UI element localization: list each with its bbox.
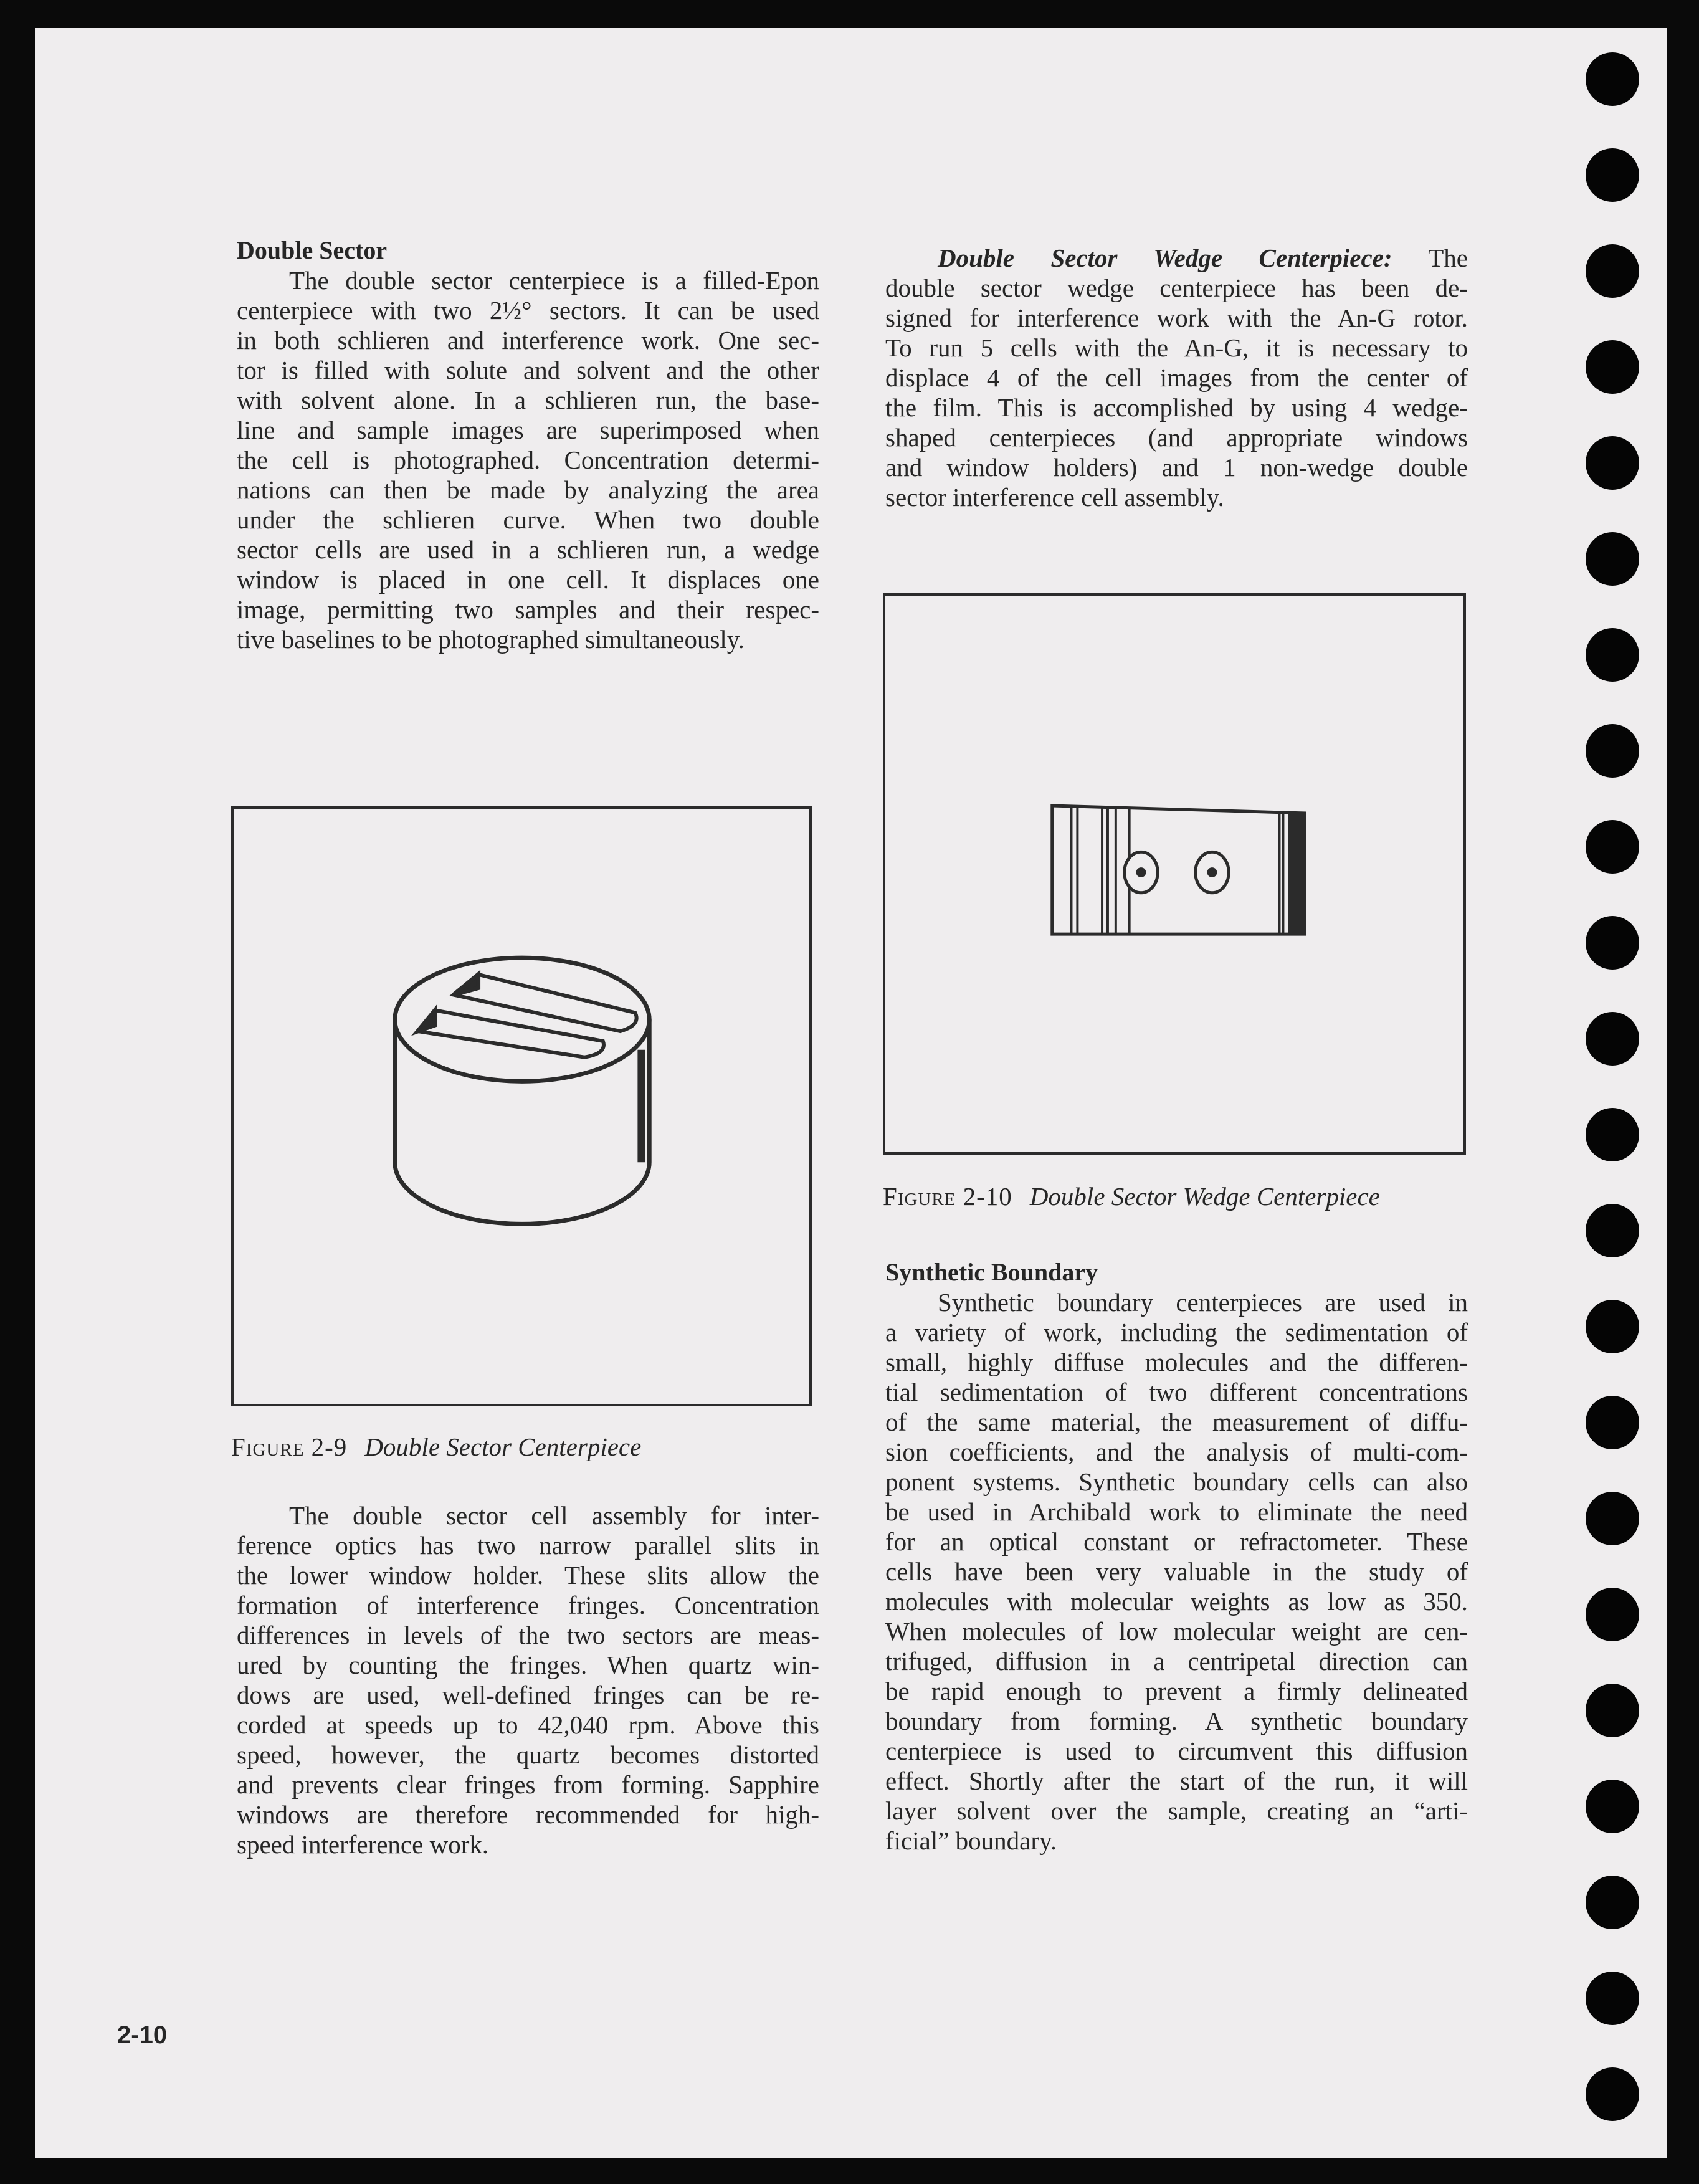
text-line [885, 1586, 1468, 1616]
paragraph-synthetic-boundary [885, 1287, 1468, 1856]
text-line-content: the lower window holder. These slits allow the [237, 1561, 819, 1590]
text-line-content: be rapid enough to prevent a firmly delineated [885, 1677, 1468, 1705]
text-line-content: with solvent alone. In a schlieren run, the base- [237, 386, 819, 414]
text-line [237, 535, 819, 565]
text-line [885, 363, 1468, 393]
binder-hole [1586, 1684, 1639, 1737]
text-line-content: window is placed in one cell. It displaces one [237, 565, 819, 594]
text-line [885, 1796, 1468, 1826]
text-line [237, 1650, 819, 1680]
text-line-content: sector cells are used in a schlieren run, a wedge [237, 535, 819, 564]
text-line-content: and prevents clear fringes from forming. Sapphire [237, 1770, 819, 1799]
text-line [237, 1800, 819, 1829]
text-line-content: tive baselines to be photographed simultaneously. [237, 625, 745, 654]
text-line [885, 1527, 1468, 1557]
binder-hole [1586, 532, 1639, 586]
text-line-content: double sector wedge centerpiece has been de- [885, 274, 1468, 302]
binder-hole [1586, 1588, 1639, 1641]
text-line-content: The double sector centerpiece is a filled-Epon [289, 266, 819, 295]
left-column [237, 236, 819, 654]
text-line [885, 1557, 1468, 1586]
text-line-content: image, permitting two samples and their respec- [237, 595, 819, 624]
text-line-content: formation of interference fringes. Concentration [237, 1591, 819, 1619]
text-line-content: boundary from forming. A synthetic boundary [885, 1707, 1468, 1735]
text-line [237, 295, 819, 325]
text-line [237, 1829, 819, 1859]
text-line-content: be used in Archibald work to eliminate the need [885, 1497, 1468, 1526]
text-line-content: line and sample images are superimposed when [237, 416, 819, 444]
text-line [237, 505, 819, 535]
text-line-content: centerpiece is used to circumvent this diffusion [885, 1737, 1468, 1765]
text-line-content: Synthetic boundary centerpieces are used in [938, 1288, 1468, 1317]
paragraph-wedge-centerpiece [885, 243, 1468, 512]
text-line-content: ference optics has two narrow parallel slits in [237, 1531, 819, 1560]
text-line [885, 1407, 1468, 1437]
figure-2-10-image [883, 593, 1466, 1155]
binder-hole [1586, 1012, 1639, 1066]
text-line [885, 1706, 1468, 1736]
text-line [885, 452, 1468, 482]
text-line-content: ficial” boundary. [885, 1826, 1057, 1855]
text-line [237, 1590, 819, 1620]
binder-hole [1586, 1396, 1639, 1449]
text-line-content: differences in levels of the two sectors are meas- [237, 1621, 819, 1649]
text-line [237, 565, 819, 594]
binder-hole [1586, 628, 1639, 682]
text-line-content: To run 5 cells with the An-G, it is necessary to [885, 333, 1468, 362]
text-line-content: and window holders) and 1 non-wedge double [885, 453, 1468, 482]
text-line [237, 1500, 819, 1530]
text-line [885, 1317, 1468, 1347]
text-line [885, 333, 1468, 363]
text-line-content: for an optical constant or refractometer. These [885, 1527, 1468, 1556]
text-line-content: The [1428, 244, 1468, 272]
binder-hole [1586, 2067, 1639, 2121]
text-line [237, 1680, 819, 1710]
text-line [237, 475, 819, 505]
paragraph-double-sector [237, 265, 819, 654]
text-line [885, 273, 1468, 303]
text-line [885, 393, 1468, 422]
figure-number: Figure 2-9 [231, 1433, 348, 1461]
text-line-content: tial sedimentation of two different concentrations [885, 1378, 1468, 1406]
text-line-content: sector interference cell assembly. [885, 483, 1224, 512]
text-line-content: the cell is photographed. Concentration determi- [237, 446, 819, 474]
figure-2-9-caption [231, 1432, 641, 1462]
binder-hole [1586, 436, 1639, 490]
text-line-content: nations can then be made by analyzing the area [237, 475, 819, 504]
text-line-content: cells have been very valuable in the study of [885, 1557, 1468, 1586]
run-in-heading: Double Sector Wedge Centerpiece: [938, 244, 1392, 272]
text-line-content: signed for interference work with the An-G rotor. [885, 303, 1468, 332]
text-line-content: speed interference work. [237, 1830, 489, 1859]
text-line-content: windows are therefore recommended for high- [237, 1800, 819, 1829]
binder-hole [1586, 340, 1639, 394]
text-line-content: displace 4 of the cell images from the center of [885, 363, 1468, 392]
text-line-content: sion coefficients, and the analysis of multi-com- [885, 1438, 1468, 1466]
text-line-content: The double sector cell assembly for inter- [289, 1501, 819, 1530]
text-line [885, 422, 1468, 452]
text-line-content: tor is filled with solute and solvent and the other [237, 356, 819, 384]
text-line-content: under the schlieren curve. When two double [237, 505, 819, 534]
figure-2-10-caption [883, 1181, 1380, 1211]
text-line [237, 594, 819, 624]
binder-hole [1586, 1300, 1639, 1353]
binder-hole [1586, 916, 1639, 970]
text-line-content: of the same material, the measurement of diffu- [885, 1408, 1468, 1436]
section-heading-double-sector: Double Sector [237, 236, 388, 264]
text-line [885, 1676, 1468, 1706]
binder-hole [1586, 724, 1639, 778]
text-line [237, 1560, 819, 1590]
page-number: 2-10 [117, 2021, 168, 2049]
text-line-content: When molecules of low molecular weight are cen- [885, 1617, 1468, 1646]
binder-hole [1586, 1876, 1639, 1929]
cylinder-centerpiece-drawing [234, 809, 809, 1404]
text-line [885, 1497, 1468, 1527]
text-line-content: effect. Shortly after the start of the run, it will [885, 1767, 1468, 1795]
paragraph-interference-optics [237, 1500, 819, 1859]
text-line [237, 1530, 819, 1560]
text-line [237, 1710, 819, 1740]
figure-title: Double Sector Centerpiece [364, 1433, 642, 1461]
figure-title: Double Sector Wedge Centerpiece [1029, 1182, 1380, 1211]
text-line [885, 303, 1468, 333]
text-line [237, 1770, 819, 1800]
figure-2-9-image [231, 806, 812, 1406]
text-line [237, 1620, 819, 1650]
text-line-content: a variety of work, including the sedimentation of [885, 1318, 1468, 1347]
text-line-content: in both schlieren and interference work. One sec- [237, 326, 819, 355]
text-line [237, 1740, 819, 1770]
text-line [885, 1437, 1468, 1467]
text-line [885, 1736, 1468, 1766]
text-line [237, 445, 819, 475]
text-line [885, 1287, 1468, 1317]
text-line [885, 243, 1468, 273]
text-line [237, 415, 819, 445]
wedge-centerpiece-drawing [885, 596, 1463, 1152]
text-line-content: speed, however, the quartz becomes distorted [237, 1740, 819, 1769]
text-line [885, 1377, 1468, 1407]
text-line-content: centerpiece with two 2½° sectors. It can be used [237, 296, 819, 325]
text-line-content: small, highly diffuse molecules and the differen- [885, 1348, 1468, 1376]
text-line-content: molecules with molecular weights as low as 350. [885, 1587, 1468, 1616]
text-line [885, 1646, 1468, 1676]
right-column [885, 243, 1468, 512]
figure-number: Figure 2-10 [883, 1182, 1012, 1211]
binder-hole [1586, 820, 1639, 874]
left-column-lower [237, 1500, 819, 1859]
text-line [885, 1826, 1468, 1856]
binder-hole [1586, 1972, 1639, 2025]
text-line [885, 1616, 1468, 1646]
text-line-content: ured by counting the fringes. When quartz win- [237, 1651, 819, 1679]
text-line-content: layer solvent over the sample, creating an “arti- [885, 1796, 1468, 1825]
text-line-content: trifuged, diffusion in a centripetal direction can [885, 1647, 1468, 1676]
text-line [237, 265, 819, 295]
binder-hole [1586, 52, 1639, 106]
text-line-content: ponent systems. Synthetic boundary cells can also [885, 1467, 1468, 1496]
binder-hole [1586, 1492, 1639, 1545]
text-line [885, 1766, 1468, 1796]
binder-hole [1586, 1780, 1639, 1833]
text-line-content: the film. This is accomplished by using 4 wedge- [885, 393, 1468, 422]
binder-hole [1586, 244, 1639, 298]
text-line [237, 355, 819, 385]
text-line [237, 624, 819, 654]
binder-hole [1586, 148, 1639, 202]
binder-hole [1586, 1204, 1639, 1257]
text-line [885, 482, 1468, 512]
text-line-content: shaped centerpieces (and appropriate windows [885, 423, 1468, 452]
right-column-lower [885, 1257, 1468, 1856]
text-line-content: corded at speeds up to 42,040 rpm. Above this [237, 1710, 819, 1739]
binder-hole [1586, 1108, 1639, 1161]
text-line [237, 325, 819, 355]
text-line [237, 385, 819, 415]
text-line-content: dows are used, well-defined fringes can be re- [237, 1681, 819, 1709]
text-line [885, 1347, 1468, 1377]
text-line [885, 1467, 1468, 1497]
section-heading-synthetic-boundary: Synthetic Boundary [885, 1258, 1098, 1286]
